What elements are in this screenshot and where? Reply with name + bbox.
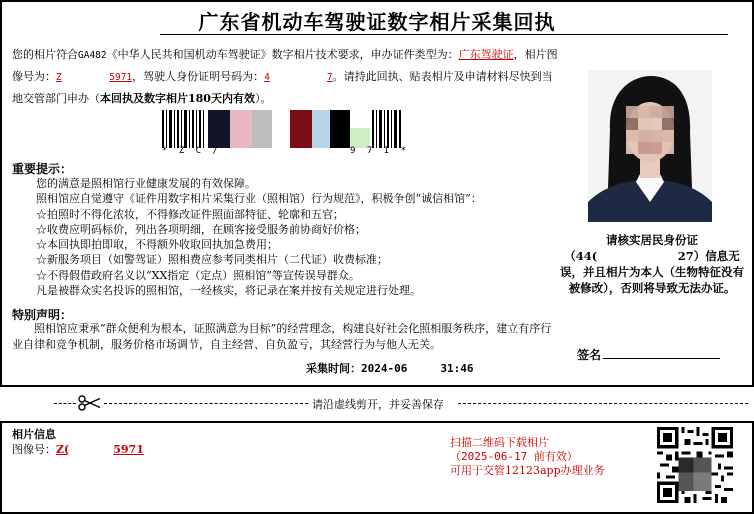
- title-underline: [160, 34, 728, 35]
- download-expiry: （2025-06-17 前有效）: [450, 450, 578, 463]
- list-item: 照相馆应自觉遵守《证件用数字相片采集行业（照相馆）行为规范》，积极争创“诚信相馆”：: [36, 192, 482, 206]
- mosaic-block: [330, 110, 350, 148]
- page-title: 广东省机动车驾驶证数字相片采集回执: [198, 10, 556, 34]
- mosaic-block: [290, 110, 312, 148]
- mosaic-block: [312, 110, 330, 148]
- list-item: ☆新服务项目（如警驾证）照相费应参考同类相片（二代证）收费标准；: [36, 253, 388, 267]
- signature-line[interactable]: [603, 358, 720, 359]
- statement-text: 照相馆应秉承“群众便利为根本，证照满意为目标”的经营理念，构建良好社会化照相服务秩序，建立有序行业自律和竞争机制，服务价格市场调节，自主经营、自负盈亏，其经营行为与他人无关。: [12, 322, 552, 351]
- cut-line: [0, 394, 754, 412]
- barcode-text-right: 9 7 1 *: [350, 146, 409, 156]
- capture-date: 2024-06: [361, 362, 408, 375]
- image-number-end: 5971: [109, 72, 133, 83]
- download-info: [450, 436, 605, 478]
- scissors-icon: [78, 395, 102, 411]
- list-item: ☆不得假借政府名义以“XX指定（定点）照相馆”等宣传误导群众。: [36, 268, 360, 282]
- cut-instruction: 请沿虚线剪开，并妥善保存: [312, 398, 444, 411]
- standard-code: GA482: [78, 50, 107, 61]
- list-item: ☆收费应明码标价，列出各项明细，在顾客接受服务前协商好价格；: [36, 222, 366, 236]
- statement-heading: 特别声明：: [12, 308, 73, 322]
- list-item: 凡是被群众实名投诉的照相馆，一经核实，将记录在案并按有关规定进行处理。: [36, 284, 421, 298]
- list-item: 您的满意是照相馆行业健康发展的有效保障。: [36, 177, 256, 190]
- id-number-end: 7: [326, 72, 333, 83]
- download-qr-code[interactable]: [657, 427, 733, 503]
- id-number-start: 4: [264, 72, 270, 83]
- list-item: ☆拍照时不得化浓妆，不得修改证件照面部特征、轮廓和五官；: [36, 207, 344, 221]
- notice-heading: 重要提示：: [12, 162, 73, 176]
- mosaic-block: [230, 110, 252, 148]
- intro-paragraph: 您的相片符合GA482《中华人民共和国机动车驾驶证》数字相片技术要求，申办证件类型为：广东驾驶证，相片图像号为：Z 5971，驾驶人身份证明号码为：4 7。请持此回执、贴表相片及申请材料尽快到当地交管部门申办（本回执及数字相片180天内有效）。: [12, 48, 558, 105]
- mosaic-block: [252, 110, 272, 148]
- image-number-start: Z: [56, 72, 62, 83]
- barcode-text-left: * Z C /: [162, 146, 221, 156]
- capture-clock: 31:46: [440, 362, 474, 375]
- signature-label: 签名: [577, 348, 602, 362]
- notice-list: [36, 176, 482, 298]
- photo-image-number: 图像号：Z( 5971: [12, 443, 144, 456]
- download-instruction: 扫描二维码下载相片: [450, 436, 549, 449]
- applicant-photo: [588, 70, 712, 222]
- barcode: [162, 110, 402, 150]
- mosaic-block: [350, 128, 370, 148]
- photo-info-title: 相片信息: [12, 428, 56, 441]
- validity-note: 本回执及数字相片180天内有效: [100, 92, 255, 105]
- download-usage: 可用于交管12123app办理业务: [450, 464, 605, 477]
- document-type: 广东驾驶证: [458, 48, 514, 61]
- capture-time: 采集时间：2024-06 31:46: [306, 362, 474, 375]
- mosaic-block: [208, 110, 230, 148]
- stub-frame: [0, 421, 754, 514]
- list-item: ☆本回执即拍即取，不得额外收取回执加急费用；: [36, 238, 278, 252]
- id-verification-note: 请核实居民身份证 （44( 27）信息无误，并且相片为本人（生物特征没有被修改），否则将导致无法办证。: [560, 233, 744, 295]
